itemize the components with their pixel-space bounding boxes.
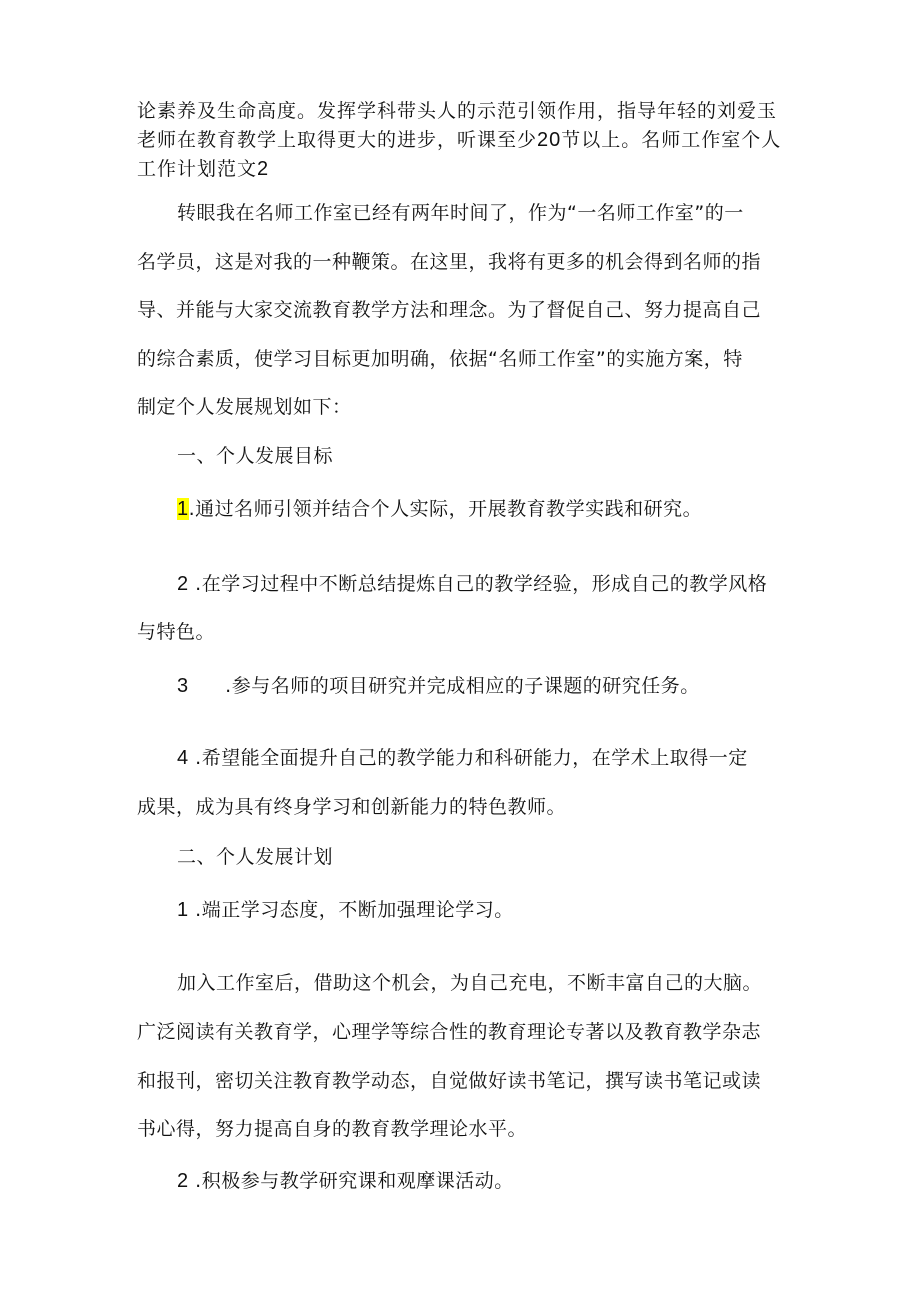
- intro-line-1: [137, 98, 777, 124]
- para2-line-4: [137, 1116, 527, 1142]
- plan-1-text: .端正学习态度，不断加强理论学习。: [195, 899, 514, 921]
- intro-text-1: 论素养及生命高度。发挥学科带头人的示范引领作用，指导年轻的刘爱玉: [137, 100, 778, 122]
- intro-text-2a: 老师在教育教学上取得更大的进步，听课至少: [137, 129, 538, 151]
- goal-item-3: [177, 673, 700, 699]
- plan-item-2: [177, 1168, 514, 1194]
- intro-number-2: 2: [257, 158, 270, 180]
- goal-3-number: 3: [177, 675, 189, 697]
- goal-2-text: .在学习过程中不断总结提炼自己的教学经验，形成自己的教学风格: [195, 573, 768, 595]
- heading-personal-plan: [177, 844, 333, 870]
- goal-item-2: [177, 571, 767, 597]
- para1-text-5: 制定个人发展规划如下：: [137, 396, 352, 418]
- plan-1-number: 1: [177, 899, 189, 921]
- goal-2-number: 2: [177, 573, 189, 595]
- intro-text-3: 工作计划范文: [137, 158, 258, 180]
- para1-line-3: [137, 297, 761, 323]
- para1-line-2: [137, 249, 761, 275]
- goal-item-1: [177, 496, 702, 522]
- intro-text-2b: 节以上。名师工作室个人: [561, 129, 782, 151]
- heading-2-text: 二、个人发展计划: [177, 846, 334, 868]
- para1-line-5: [137, 394, 352, 420]
- goal-4-text-cont: 成果，成为具有终身学习和创新能力的特色教师。: [137, 796, 567, 818]
- para2-text-3: 和报刊，密切关注教育教学动态，自觉做好读书笔记，撰写读书笔记或读: [137, 1070, 762, 1092]
- goal-4-number: 4: [177, 747, 189, 769]
- goal-item-4-cont: [137, 794, 566, 820]
- para1-line-4: [137, 346, 743, 372]
- intro-line-2: [137, 127, 781, 153]
- goal-1-text: .通过名师引领并结合个人实际，开展教育教学实践和研究。: [188, 498, 703, 520]
- goal-2-text-cont: 与特色。: [137, 621, 216, 643]
- intro-line-3: [137, 156, 269, 182]
- goal-3-text: .参与名师的项目研究并完成相应的子课题的研究任务。: [225, 675, 700, 697]
- goal-item-4: [177, 745, 748, 771]
- para1-text-3: 导、并能与大家交流教育教学方法和理念。为了督促自己、努力提高自己: [137, 299, 762, 321]
- goal-1-number: 1: [177, 498, 189, 520]
- intro-number-20: 20: [537, 129, 562, 151]
- para2-line-2: [137, 1019, 761, 1045]
- para2-line-3: [137, 1068, 761, 1094]
- para2-line-1: [177, 970, 762, 996]
- plan-item-1: [177, 897, 514, 923]
- para1-line-1: [177, 200, 744, 226]
- goal-item-2-cont: [137, 619, 215, 645]
- heading-personal-goals: [177, 443, 333, 469]
- heading-1-text: 一、个人发展目标: [177, 445, 334, 467]
- para2-text-1: 加入工作室后，借助这个机会，为自己充电，不断丰富自己的大脑。: [177, 972, 763, 994]
- para1-text-4: 的综合素质，使学习目标更加明确，依据“名师工作室”的实施方案，特: [137, 348, 743, 370]
- goal-4-text: .希望能全面提升自己的教学能力和科研能力，在学术上取得一定: [195, 747, 748, 769]
- para1-text-2: 名学员，这是对我的一种鞭策。在这里，我将有更多的机会得到名师的指: [137, 251, 762, 273]
- para2-text-4: 书心得，努力提高自身的教育教学理论水平。: [137, 1118, 528, 1140]
- para1-text-1: 转眼我在名师工作室已经有两年时间了，作为“一名师工作室”的一: [177, 202, 744, 224]
- plan-2-text: .积极参与教学研究课和观摩课活动。: [195, 1170, 514, 1192]
- para2-text-2: 广泛阅读有关教育学，心理学等综合性的教育理论专著以及教育教学杂志: [137, 1021, 762, 1043]
- plan-2-number: 2: [177, 1170, 189, 1192]
